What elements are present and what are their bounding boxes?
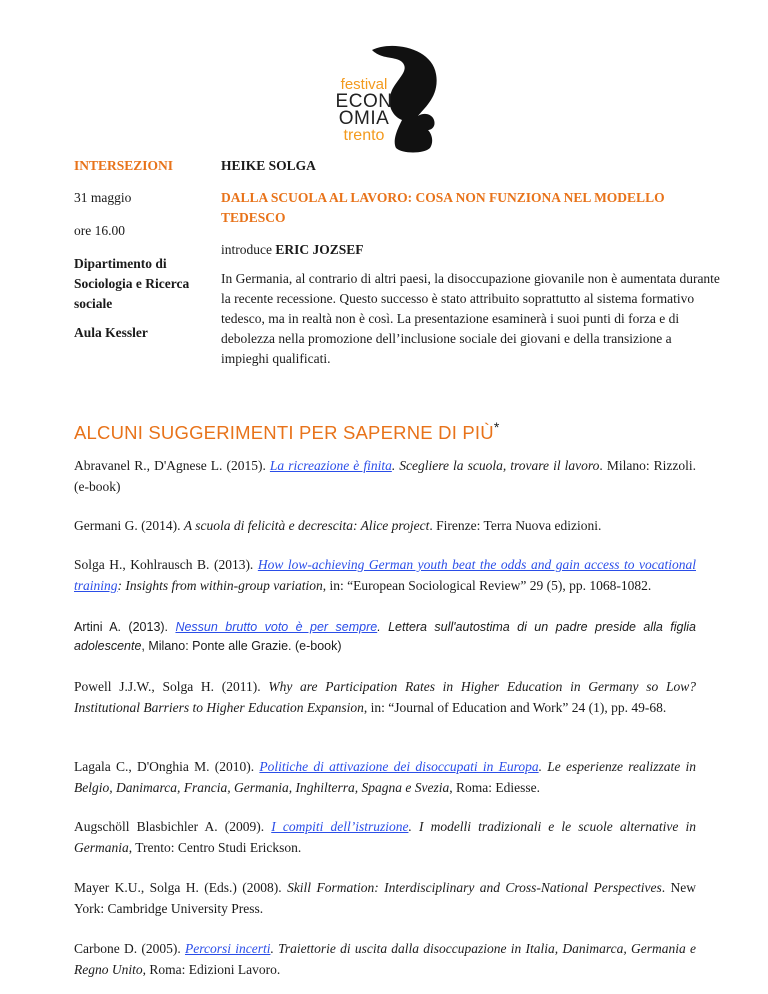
reference-item: Solga H., Kohlrausch B. (2013). How low-achieving German youth beat the odds and gain access to vocational training: Insights from within-group variation, in: “European Sociological Review” 29 (5), pp. 1068-1082. — [74, 557, 696, 593]
reference-item: Germani G. (2014). A scuola di felicità e decrescita: Alice project. Firenze: Terra Nuova edizioni. — [74, 518, 602, 533]
reference-link[interactable]: Politiche di attivazione dei disoccupati in Europa — [259, 759, 539, 774]
logo-trento: trento — [343, 127, 385, 144]
series-label: INTERSEZIONI — [74, 158, 174, 173]
festival-logo — [334, 44, 444, 154]
reference-link[interactable]: Percorsi incerti — [184, 941, 271, 956]
reference-link[interactable]: Nessun brutto voto è per sempre — [175, 620, 378, 634]
talk-abstract: In Germania, al contrario di altri paesi, la disoccupazione giovanile non è aumentata durante la recente recessione. Questo successo è stato attribuito soprattutto al sistema formativo tedesco, ma in realtà non è così. La presentazione esaminerà i suoi punti di forza e di debolezza nella promozione dell’inclusione sociale dei giovani e della transizione a impieghi qualificati. — [221, 271, 720, 366]
logo-econ: ECON — [335, 91, 393, 112]
section-asterisk: * — [493, 419, 500, 435]
reference-item: Mayer K.U., Solga H. (Eds.) (2008). Skill Formation: Interdisciplinary and Cross-National Perspectives. New York: Cambridge University Press. — [74, 880, 696, 916]
reference-item: Powell J.J.W., Solga H. (2011). Why are Participation Rates in Higher Education in Germany so Low? Institutional Barriers to Higher Education Expansion, in: “Journal of Education and Work” 24 (1), pp. 49-68. — [74, 679, 696, 715]
intro-label: introduce — [221, 242, 272, 257]
reference-link[interactable]: La ricreazione è finita — [269, 458, 392, 473]
section-heading — [74, 419, 499, 444]
reference-link[interactable]: How low-achieving German youth beat the odds and gain access to vocational training — [74, 557, 696, 593]
reference-item: Augschöll Blasbichler A. (2009). I compiti dell’istruzione. I modelli tradizionali e le scuole alternative in Germania, Trento: Centro Studi Erickson. — [74, 819, 696, 855]
reference-item: Lagala C., D'Onghia M. (2010). Politiche di attivazione dei disoccupati in Europa. Le esperienze realizzate in Belgio, Danimarca, Francia, Germania, Inghilterra, Spagna e Svezia, Roma: Ediesse. — [74, 759, 696, 795]
event-date: 31 maggio — [74, 190, 132, 205]
event-department: Dipartimento di Sociologia e Ricerca sociale — [74, 256, 190, 311]
section-title: ALCUNI SUGGERIMENTI PER SAPERNE DI PIÙ — [74, 422, 494, 444]
talk-title: DALLA SCUOLA AL LAVORO: COSA NON FUNZIONA NEL MODELLO TEDESCO — [221, 190, 665, 225]
intro-name: ERIC JOZSEF — [275, 242, 364, 257]
speaker-name: HEIKE SOLGA — [221, 158, 316, 173]
reference-item: Abravanel R., D'Agnese L. (2015). La ricreazione è finita. Scegliere la scuola, trovare il lavoro. Milano: Rizzoli. (e-book) — [74, 458, 696, 494]
logo-omia: OMIA — [338, 108, 390, 129]
logo-festival: festival — [340, 76, 388, 93]
event-time: ore 16.00 — [74, 223, 125, 238]
reference-item: Carbone D. (2005). Percorsi incerti. Traiettorie di uscita dalla disoccupazione in Italia, Danimarca, Germania e Regno Unito, Roma: Edizioni Lavoro. — [74, 941, 696, 977]
event-room: Aula Kessler — [74, 325, 148, 340]
reference-link[interactable]: I compiti dell’istruzione — [271, 819, 409, 834]
reference-item: Artini A. (2013). Nessun brutto voto è per sempre. Lettera sull'autostima di un padre preside alla figlia adolescente, Milano: Ponte alle Grazie. (e-book) — [74, 620, 697, 653]
